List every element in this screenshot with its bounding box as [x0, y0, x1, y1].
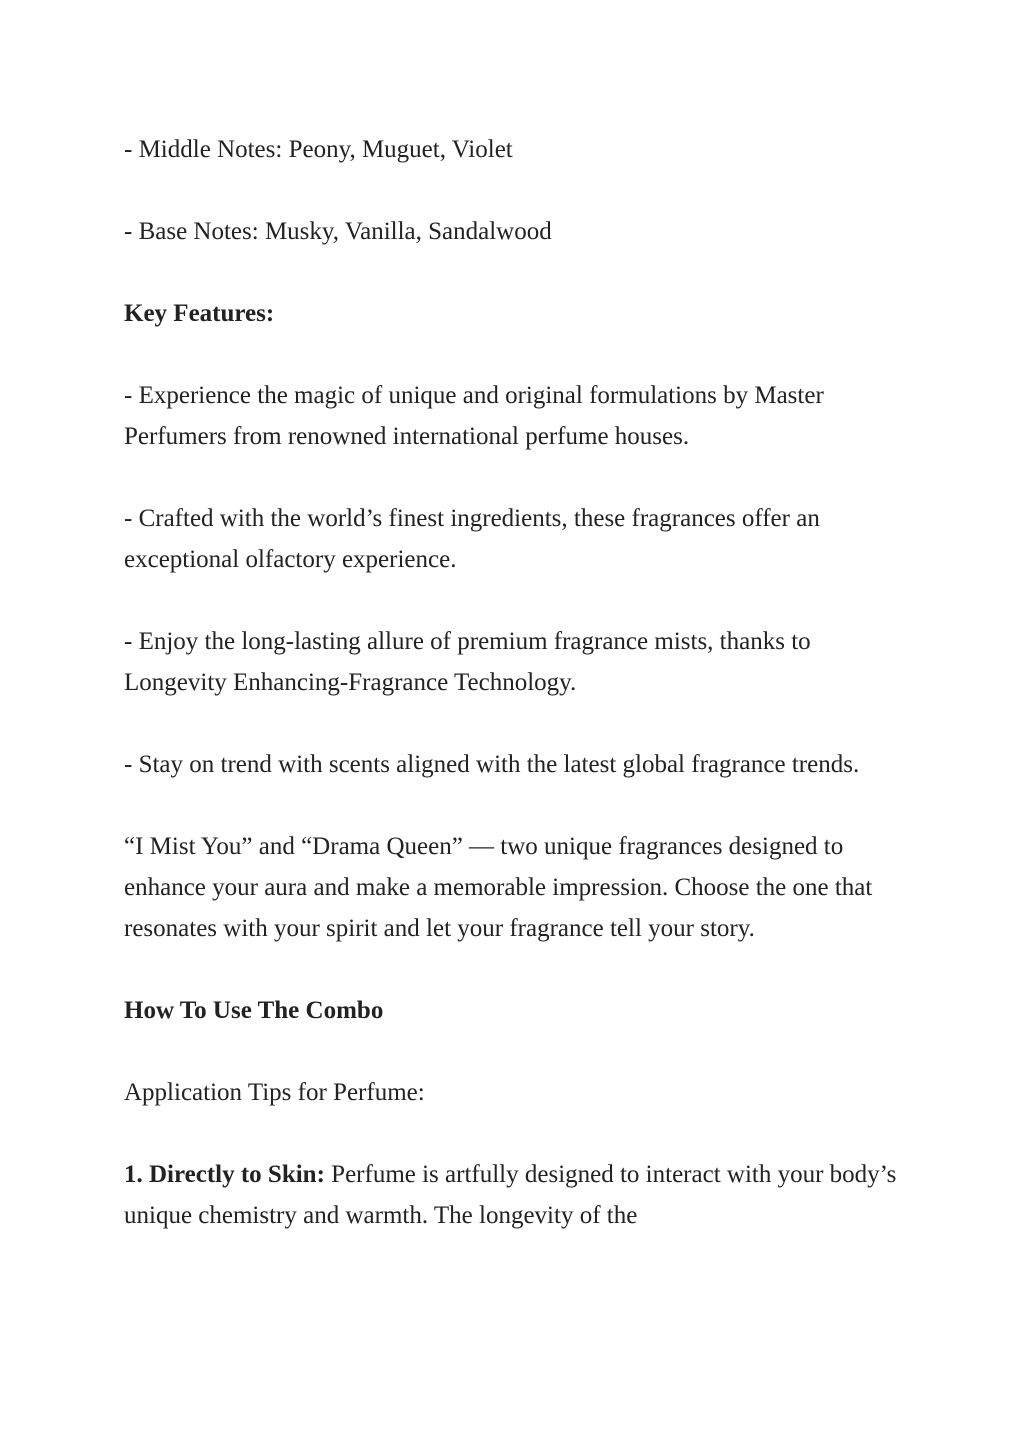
intro-paragraph: “I Mist You” and “Drama Queen” — two unique fragrances designed to enhance your aura and make a memorable impression. Choose the one that resonates with your spirit and let your fragrance tell your story. [124, 833, 873, 942]
middle-notes: - Middle Notes: Peony, Muguet, Violet [124, 136, 513, 163]
key-features-heading: Key Features: [124, 300, 275, 327]
base-notes: - Base Notes: Musky, Vanilla, Sandalwood [124, 218, 552, 245]
feature-item-2: - Crafted with the world’s finest ingredients, these fragrances offer an exceptional olfactory experience. [124, 505, 820, 573]
feature-item-3: - Enjoy the long-lasting allure of premium fragrance mists, thanks to Longevity Enhancing-Fragrance Technology. [124, 628, 811, 696]
tip-text-1: Perfume is artfully designed to interact with your body’s unique chemistry and warmth. The longevity of the [124, 1161, 897, 1229]
document-page [124, 129, 914, 1277]
tip-title-1: 1. Directly to Skin: [124, 1161, 325, 1188]
feature-item-4: - Stay on trend with scents aligned with the latest global fragrance trends. [124, 751, 860, 778]
how-to-use-heading: How To Use The Combo [124, 997, 384, 1024]
feature-item-1: - Experience the magic of unique and original formulations by Master Perfumers from renowned international perfume houses. [124, 382, 824, 450]
tip-paragraph-1 [124, 1154, 914, 1236]
application-tips-subheading: Application Tips for Perfume: [124, 1079, 425, 1106]
